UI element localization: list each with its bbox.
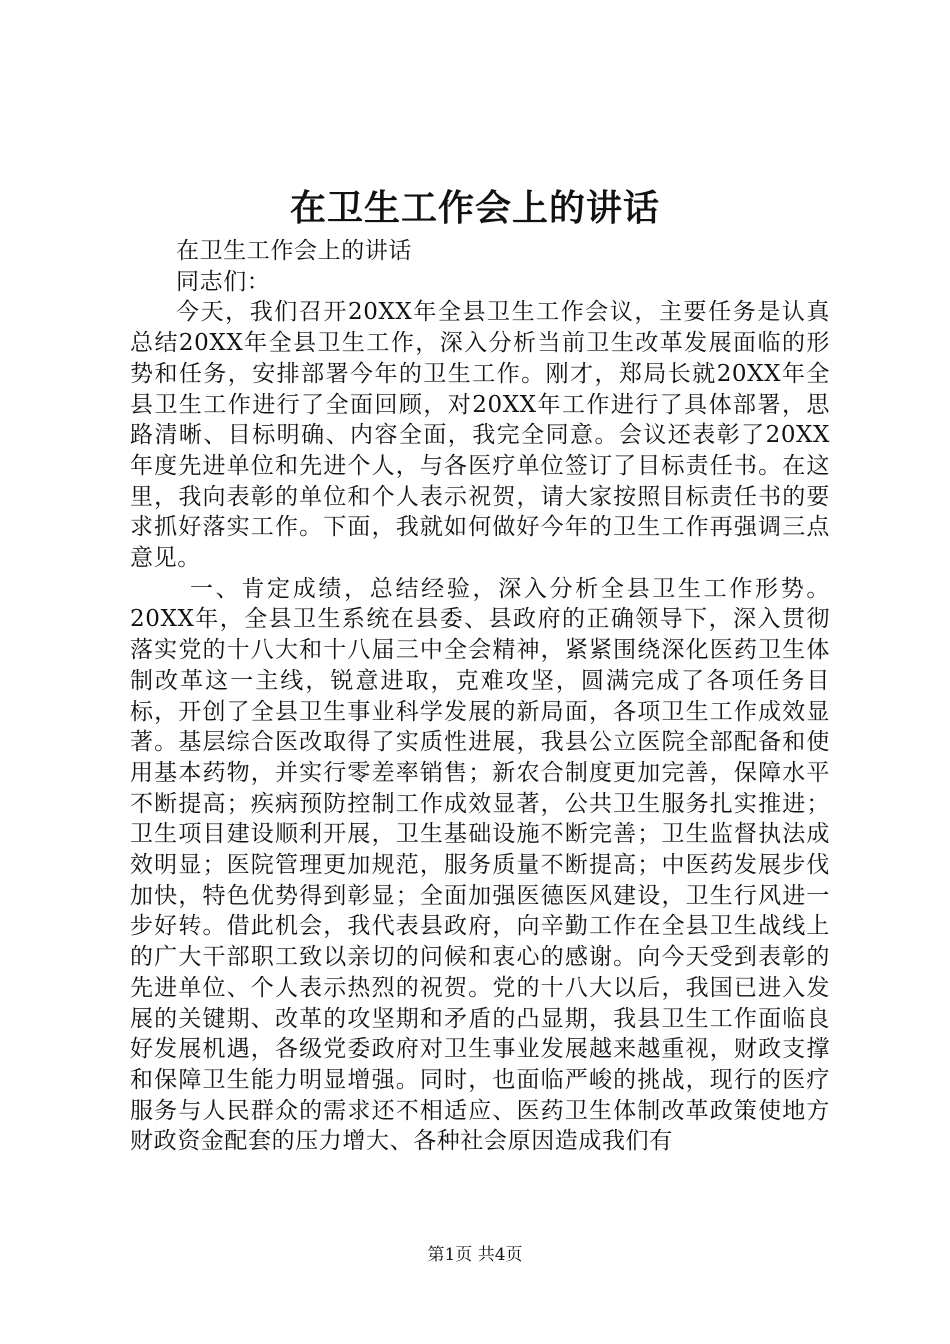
body-paragraph-salutation: 同志们：	[176, 268, 271, 295]
document-title: 在卫生工作会上的讲话	[289, 187, 660, 229]
body-paragraph-section-one: 一、肯定成绩，总结经验，深入分析全县卫生工作形势。20XX年，全县卫生系统在县委、县政府的正确领导下，深入贯彻落实党的十八大和十八届三中全会精神，紧紧围绕深化医药卫生体制改革这一主线，锐意进取，克难攻坚，圆满完成了各项任务目标，开创了全县卫生事业科学发展的新局面，各项卫生工作成效显著。基层综合医改取得了实质性进展，我县公立医院全部配备和使用基本药物，并实行零差率销售；新农合制度更加完善，保障水平不断提高；疾病预防控制工作成效显著，公共卫生服务扎实推进；卫生项目建设顺利开展，卫生基础设施不断完善；卫生监督执法成效明显；医院管理更加规范，服务质量不断提高；中医药发展步伐加快，特色优势得到彰显；全面加强医德医风建设，卫生行风进一步好转。借此机会，我代表县政府，向辛勤工作在全县卫生战线上的广大干部职工致以亲切的问候和衷心的感谢。向今天受到表彰的先进单位、个人表示热烈的祝贺。党的十八大以后，我国已进入发展的关键期、改革的攻坚期和矛盾的凸显期，我县卫生工作面临良好发展机遇，各级党委政府对卫生事业发展越来越重视，财政支撑和保障卫生能力明显增强。同时，也面临严峻的挑战，现行的医疗服务与人民群众的需求还不相适应、医药卫生体制改革政策使地方财政资金配套的压力增大、各种社会原因造成我们有	[130, 575, 830, 1155]
body-paragraph-intro: 今天，我们召开20XX年全县卫生工作会议，主要任务是认真总结20XX年全县卫生工作，深入分析当前卫生改革发展面临的形势和任务，安排部署今年的卫生工作。刚才，郑局长就20XX年全县卫生工作进行了全面回顾，对20XX年工作进行了具体部署，思路清晰、目标明确、内容全面，我完全同意。会议还表彰了20XX年度先进单位和先进个人，与各医疗单位签订了目标责任书。在这里，我向表彰的单位和个人表示祝贺，请大家按照目标责任书的要求抓好落实工作。下面，我就如何做好今年的卫生工作再强调三点意见。	[130, 299, 830, 572]
body-paragraph-heading: 在卫生工作会上的讲话	[176, 238, 412, 264]
page-number-footer: 第1页 共4页	[427, 1245, 523, 1265]
document-body	[130, 236, 830, 1157]
